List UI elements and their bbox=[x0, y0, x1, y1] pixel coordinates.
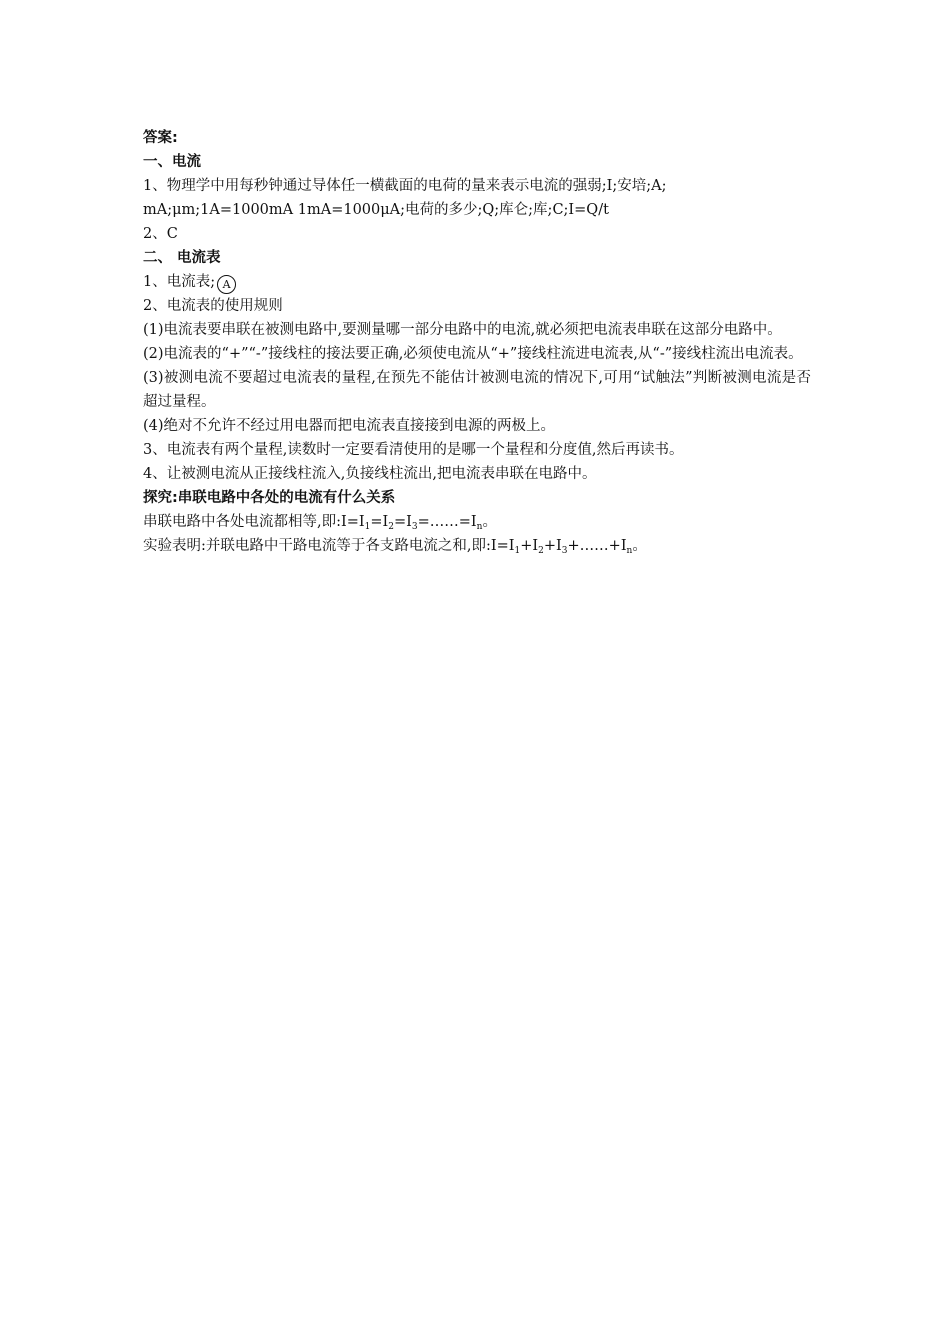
parallel-formula: $I=I_1+I_2+I_3+\dots\dots+I_n$。 bbox=[490, 538, 647, 556]
parallel-prefix: 实验表明:并联电路中干路电流等于各支路电流之和,即: bbox=[143, 538, 491, 554]
series-prefix: 串联电路中各处电流都相等,即: bbox=[143, 514, 341, 530]
rule-4: (4)绝对不允许不经过用电器而把电流表直接接到电源的两极上。 bbox=[143, 418, 556, 434]
rule-2: (2)电流表的“+”“-”接线柱的接法要正确,必须使电流从“+”接线柱流进电流表,从“-”接线柱流出电流表。 bbox=[143, 346, 803, 362]
parallel-statement bbox=[143, 534, 811, 558]
section1-item2: 2、C bbox=[143, 226, 178, 242]
section2-item1 bbox=[143, 270, 811, 294]
section1-heading: 一、电流 bbox=[143, 154, 201, 170]
rule-1: (1)电流表要串联在被测电路中,要测量哪一部分电路中的电流,就必须把电流表串联在这部分电路中。 bbox=[143, 322, 782, 338]
answer-heading: 答案: bbox=[143, 130, 178, 146]
section2-item4: 4、让被测电流从正接线柱流入,负接线柱流出,把电流表串联在电路中。 bbox=[143, 466, 597, 482]
section2-heading: 二、 电流表 bbox=[143, 250, 221, 266]
section1-item1-line2: mA;μm;1A=1000mA 1mA=1000μA;电荷的多少;Q;库仑;库;C;I=Q/t bbox=[143, 202, 609, 218]
series-statement bbox=[143, 510, 811, 534]
series-formula: $I=I_1=I_2=I_3=\dots\dots=I_n$。 bbox=[341, 514, 497, 532]
section2-item1-text: 1、电流表; bbox=[143, 274, 216, 290]
rule-3: (3)被测电流不要超过电流表的量程,在预先不能估计被测电流的情况下,可用“试触法”判断被测电流是否超过量程。 bbox=[143, 370, 811, 410]
answer-document bbox=[143, 126, 811, 558]
section1-item1-line1: 1、物理学中用每秒钟通过导体任一横截面的电荷的量来表示电流的强弱;I;安培;A; bbox=[143, 178, 667, 194]
section2-item2: 2、电流表的使用规则 bbox=[143, 298, 283, 314]
section2-item3: 3、电流表有两个量程,读数时一定要看清使用的是哪一个量程和分度值,然后再读书。 bbox=[143, 442, 684, 458]
explore-heading: 探究:串联电路中各处的电流有什么关系 bbox=[143, 490, 396, 506]
ammeter-symbol-icon: A bbox=[217, 275, 236, 294]
